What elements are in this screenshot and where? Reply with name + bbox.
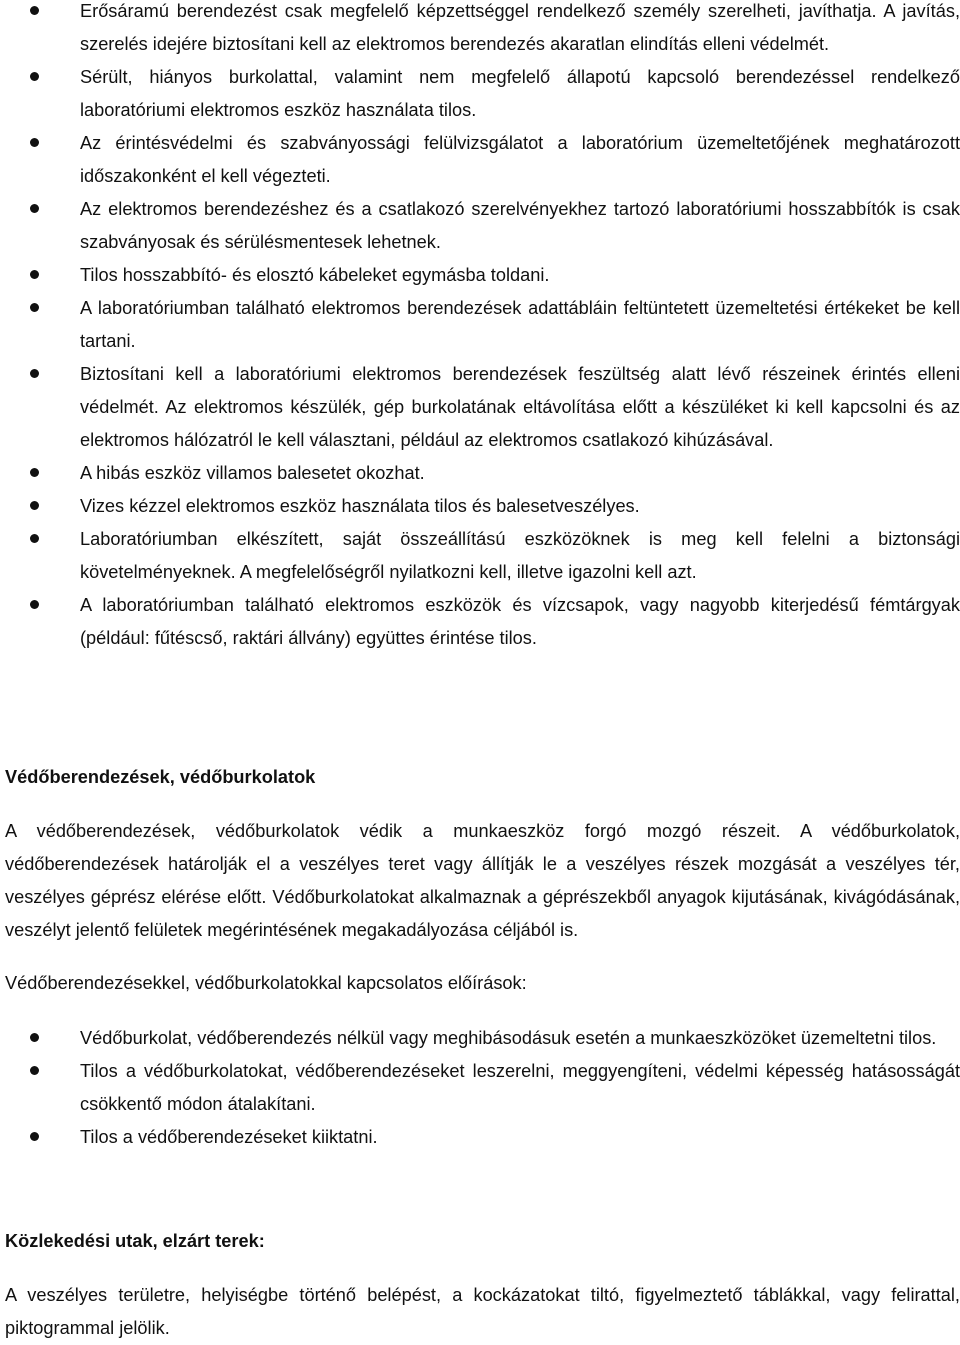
bullet-icon <box>30 72 39 81</box>
bullet-icon <box>30 468 39 477</box>
list-item-text: Tilos hosszabbító- és elosztó kábeleket egymásba toldani. <box>80 265 550 285</box>
list-item <box>0 457 960 490</box>
protective-rules-intro: Védőberendezésekkel, védőburkolatokkal kapcsolatos előírások: <box>5 973 527 993</box>
list-item-text: Erősáramú berendezést csak megfelelő képzettséggel rendelkező személy szerelheti, javíthatja. A javítás, szerelés idejére biztosítani kell az elektromos berendezés akaratlan elindítás elleni védelmét. <box>80 1 960 54</box>
bullet-icon <box>30 600 39 609</box>
electrical-rules-list <box>0 0 960 655</box>
protective-rules-list <box>0 1022 960 1154</box>
bullet-icon <box>30 138 39 147</box>
bullet-icon <box>30 204 39 213</box>
list-item-text: Laboratóriumban elkészített, saját összeállítású eszközöknek is meg kell felelni a biztonsági követelményeknek. A megfelelőségről nyilatkozni kell, illetve igazolni kell azt. <box>80 529 960 582</box>
bullet-icon <box>30 1132 39 1141</box>
list-item <box>0 127 960 193</box>
section-heading-protective-devices: Védőberendezések, védőburkolatok <box>5 767 316 787</box>
bullet-icon <box>30 1033 39 1042</box>
bullet-icon <box>30 6 39 15</box>
list-item <box>0 589 960 655</box>
list-item <box>0 0 960 61</box>
list-item <box>0 193 960 259</box>
bullet-icon <box>30 534 39 543</box>
list-item-text: A laboratóriumban található elektromos eszközök és vízcsapok, vagy nagyobb kiterjedésű fémtárgyak (például: fűtéscső, raktári állvány) együttes érintése tilos. <box>80 595 960 648</box>
list-item-text: Védőburkolat, védőberendezés nélkül vagy meghibásodásuk esetén a munkaeszközöket üzemeltetni tilos. <box>80 1028 937 1048</box>
bullet-icon <box>30 270 39 279</box>
list-item-text: Tilos a védőberendezéseket kiiktatni. <box>80 1127 378 1147</box>
list-item-text: Az érintésvédelmi és szabványossági felülvizsgálatot a laboratórium üzemeltetőjének meghatározott időszakonként el kell végezteti. <box>80 133 960 186</box>
list-item <box>0 259 960 292</box>
bullet-icon <box>30 501 39 510</box>
list-item-text: Tilos a védőburkolatokat, védőberendezéseket leszerelni, meggyengíteni, védelmi képesség hatásosságát csökkentő módon átalakítani. <box>80 1061 960 1114</box>
list-item <box>0 358 960 457</box>
list-item <box>0 490 960 523</box>
bullet-icon <box>30 1066 39 1075</box>
list-item-text: Biztosítani kell a laboratóriumi elektromos berendezések feszültség alatt lévő részeinek érintés elleni védelmét. Az elektromos készülék, gép burkolatának eltávolítása előtt a készüléket ki kell kapcsolni és az elektromos hálózatról le kell választani, például az elektromos csatlakozó kihúzásával. <box>80 364 960 450</box>
list-item-text: Vizes kézzel elektromos eszköz használata tilos és balesetveszélyes. <box>80 496 640 516</box>
list-item <box>0 1022 960 1055</box>
list-item <box>0 61 960 127</box>
bullet-icon <box>30 303 39 312</box>
traffic-routes-paragraph: A veszélyes területre, helyiségbe történő belépést, a kockázatokat tiltó, figyelmeztető táblákkal, vagy felirattal, piktogrammal jelölik. <box>5 1285 960 1338</box>
list-item-text: A laboratóriumban található elektromos berendezések adattábláin feltüntetett üzemeltetési értékeket be kell tartani. <box>80 298 960 351</box>
protective-devices-paragraph: A védőberendezések, védőburkolatok védik a munkaeszköz forgó mozgó részeit. A védőburkolatok, védőberendezések határolják el a veszélyes teret vagy állítják le a veszélyes részek mozgását a veszélyes tér, veszélyes géprész elérése előtt. Védőburkolatokat alkalmaznak a géprészekből anyagok kijutásának, kivágódásának, veszélyt jelentő felületek megérintésének megakadályozása céljából is. <box>5 821 960 940</box>
list-item-text: Sérült, hiányos burkolattal, valamint nem megfelelő állapotú kapcsoló berendezéssel rendelkező laboratóriumi elektromos eszköz használata tilos. <box>80 67 960 120</box>
list-item-text: Az elektromos berendezéshez és a csatlakozó szerelvényekhez tartozó laboratóriumi hosszabbítók is csak szabványosak és sérülésmentesek lehetnek. <box>80 199 960 252</box>
list-item <box>0 1055 960 1121</box>
list-item <box>0 1121 960 1154</box>
list-item <box>0 292 960 358</box>
list-item <box>0 523 960 589</box>
bullet-icon <box>30 369 39 378</box>
section-heading-traffic-routes: Közlekedési utak, elzárt terek: <box>5 1231 265 1251</box>
list-item-text: A hibás eszköz villamos balesetet okozhat. <box>80 463 425 483</box>
